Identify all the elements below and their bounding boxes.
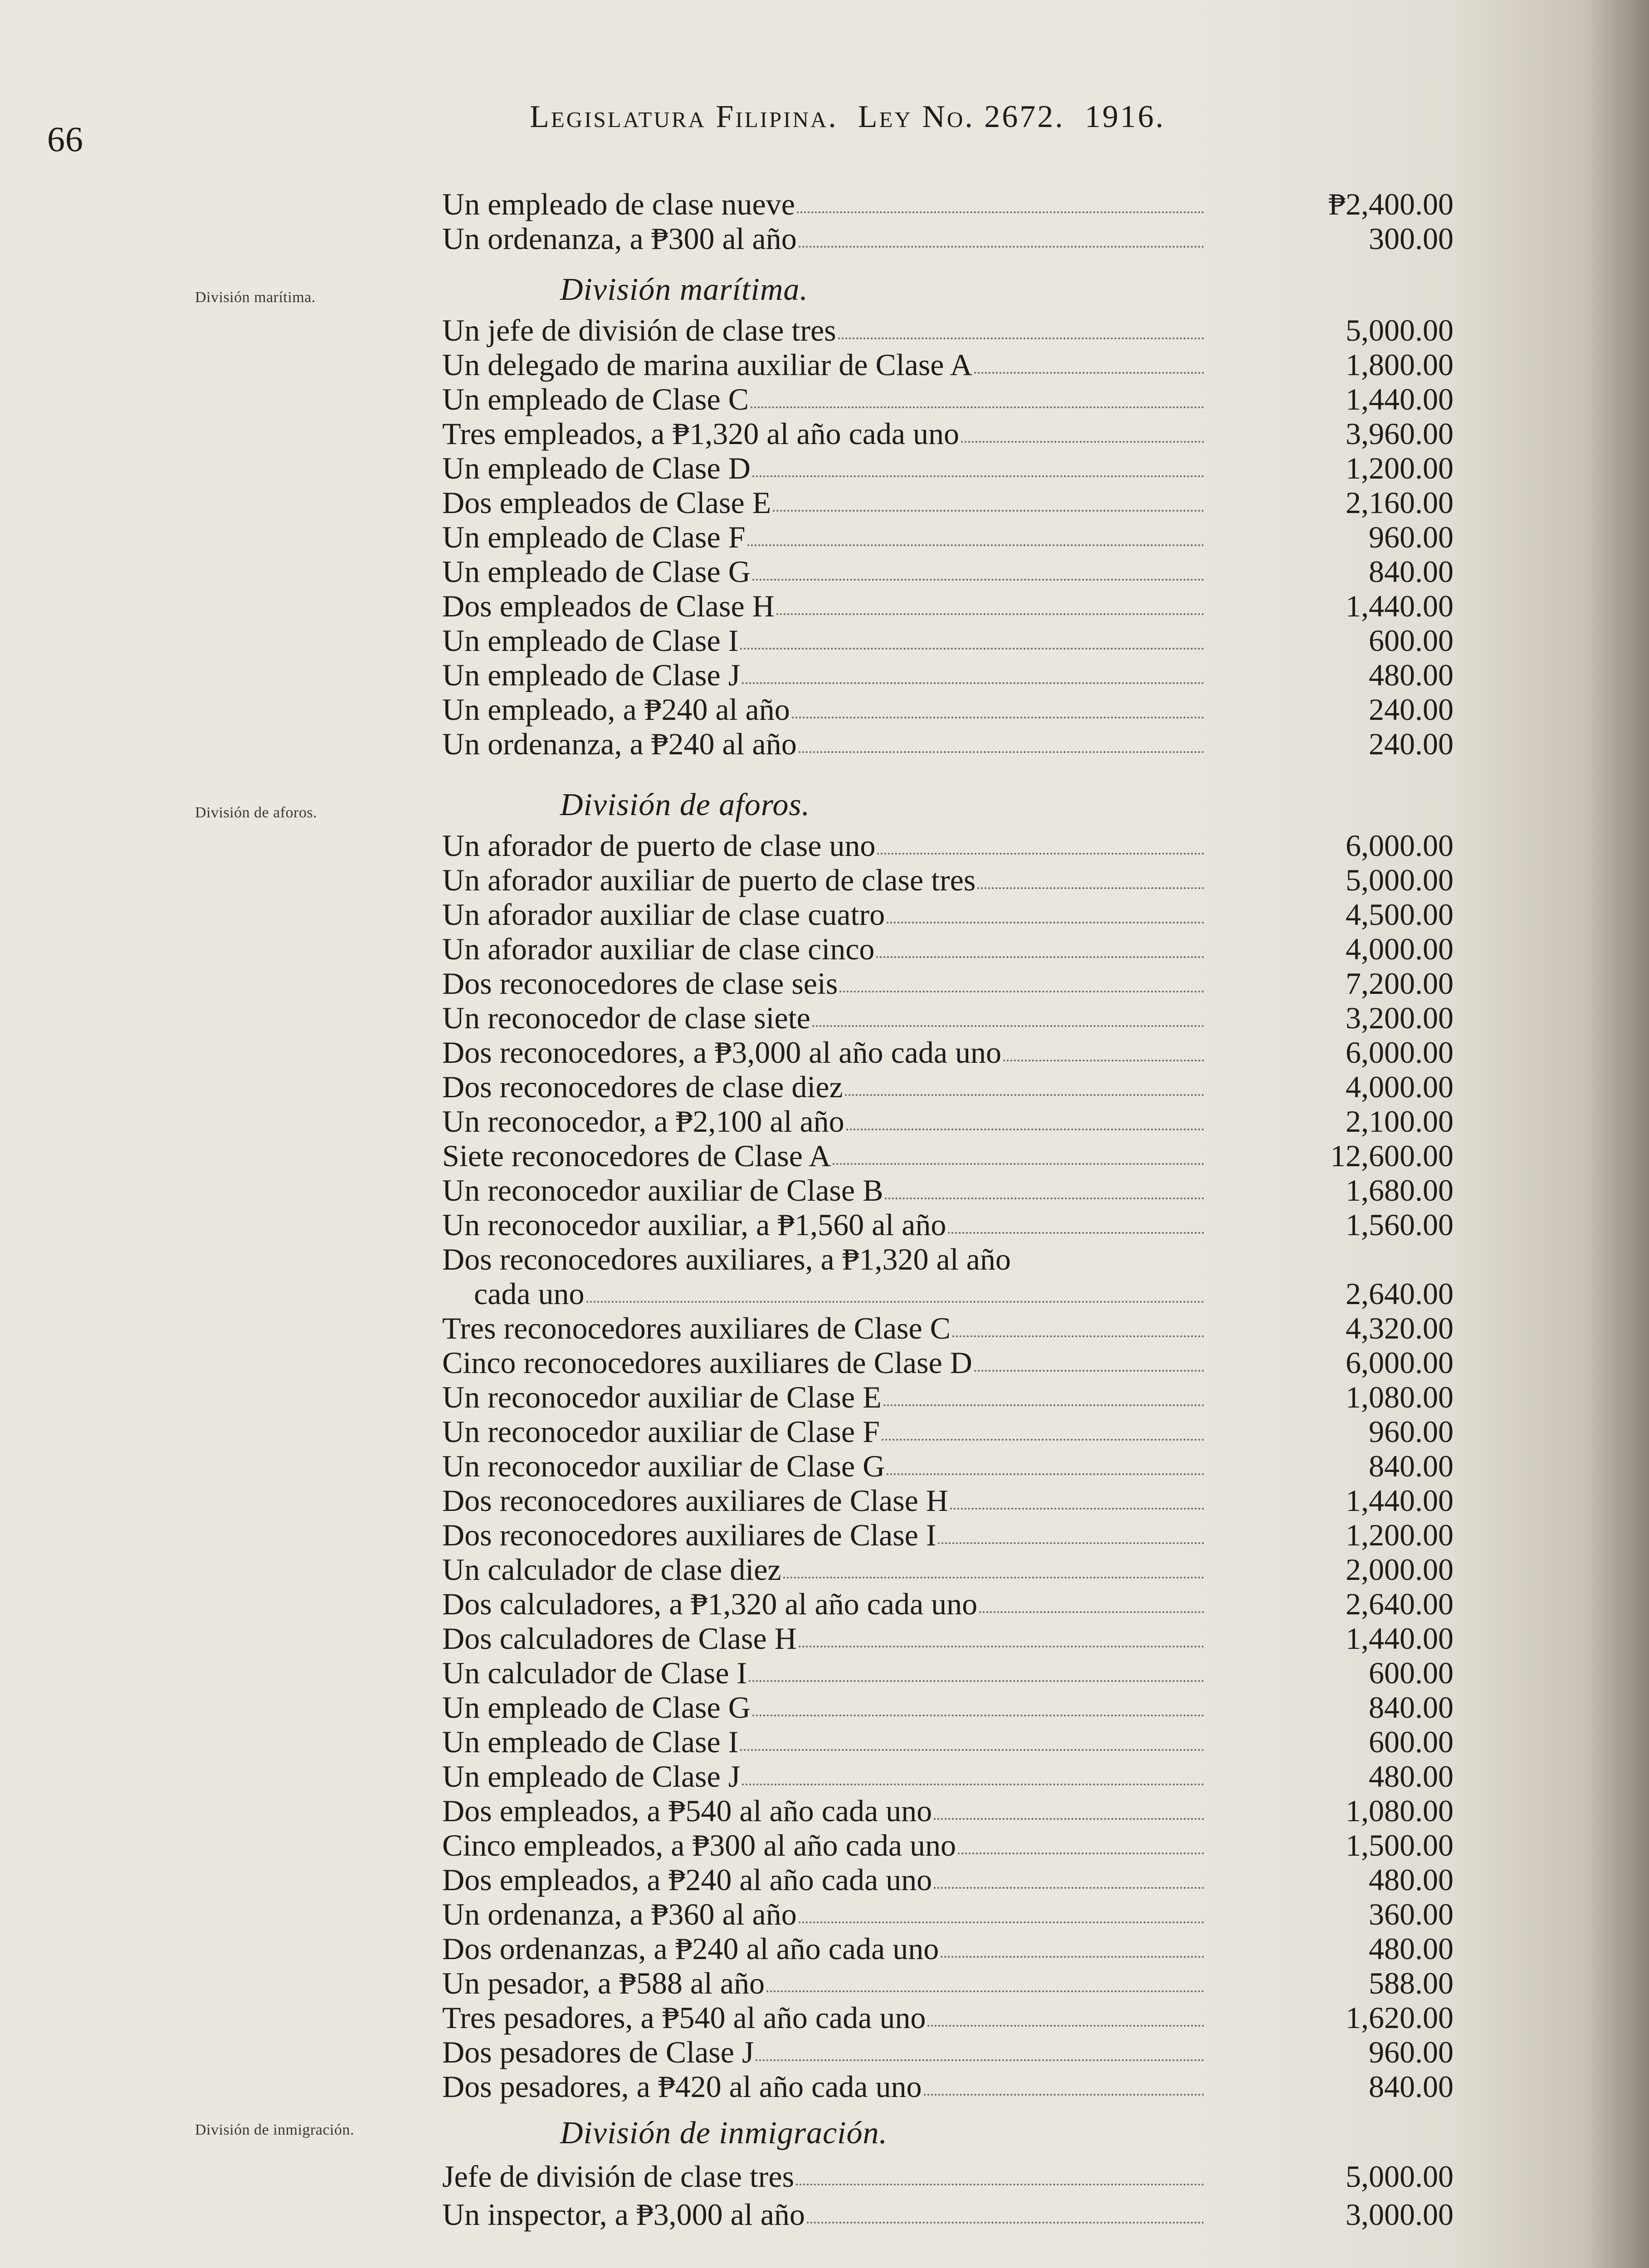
line-item <box>442 2197 1454 2232</box>
leader-dots <box>979 1611 1204 1613</box>
line-item-label <box>442 1449 1204 1483</box>
leader-dots <box>950 1508 1204 1510</box>
line-item-label <box>442 2035 1204 2069</box>
leader-dots <box>792 717 1204 719</box>
line-item <box>442 1966 1454 2000</box>
leader-dots <box>876 956 1204 958</box>
line-item-text: Un empleado de Clase D <box>442 451 751 485</box>
line-item <box>442 692 1454 727</box>
line-item-text: Dos reconocedores auxiliares de Clase I <box>442 1518 937 1552</box>
line-item-label <box>442 520 1204 554</box>
line-item-label <box>442 1828 1204 1862</box>
line-item-amount: ₱2,400.00 <box>1328 187 1454 221</box>
line-item-amount: 960.00 <box>1369 520 1454 554</box>
leader-dots <box>974 372 1204 374</box>
line-item-label <box>442 1173 1204 1207</box>
line-item-text: Un empleado de Clase J <box>442 1759 741 1794</box>
line-item <box>442 2069 1454 2104</box>
line-item-label <box>442 932 1204 966</box>
leader-dots <box>751 406 1204 408</box>
line-item-label <box>442 1001 1204 1035</box>
leader-dots <box>845 1094 1204 1096</box>
line-item-text: Dos pesadores de Clase J <box>442 2035 754 2069</box>
line-item <box>442 1173 1454 1207</box>
line-item-amount: 2,640.00 <box>1346 1587 1454 1621</box>
line-item-label <box>442 187 1204 221</box>
line-item-amount: 960.00 <box>1369 2035 1454 2069</box>
line-item-label <box>442 1207 1204 1242</box>
line-item <box>442 1552 1454 1587</box>
line-item-label <box>442 1759 1204 1794</box>
leader-dots <box>752 1715 1204 1716</box>
line-item <box>442 966 1454 1001</box>
leader-dots <box>766 1990 1204 1992</box>
line-item-label <box>442 1104 1204 1139</box>
leader-dots <box>974 1370 1204 1372</box>
line-item <box>442 1414 1454 1449</box>
line-item-amount: 1,440.00 <box>1346 1483 1454 1518</box>
line-item-amount: 5,000.00 <box>1346 313 1454 347</box>
line-item <box>442 1587 1454 1621</box>
line-item <box>442 1725 1454 1759</box>
leader-dots <box>756 2059 1204 2061</box>
line-item <box>442 1656 1454 1690</box>
line-item <box>442 1242 1454 1276</box>
line-item <box>442 1207 1454 1242</box>
line-item <box>442 1621 1454 1656</box>
line-item-label <box>442 1311 1204 1345</box>
line-item-amount: 480.00 <box>1369 1759 1454 1794</box>
line-item-label <box>442 554 1204 589</box>
line-item-text: Un empleado de clase nueve <box>442 187 795 221</box>
line-item-label <box>442 313 1204 347</box>
line-item <box>442 1862 1454 1897</box>
line-item <box>442 1897 1454 1931</box>
line-item-amount: 4,320.00 <box>1346 1311 1454 1345</box>
running-head <box>530 99 1185 135</box>
leader-dots <box>887 1473 1204 1475</box>
line-item <box>442 897 1454 932</box>
section-title: División marítima. <box>560 272 808 307</box>
line-item-amount: 1,080.00 <box>1346 1380 1454 1414</box>
leader-dots <box>961 441 1204 443</box>
line-item <box>442 2000 1454 2035</box>
leader-dots <box>799 1646 1204 1647</box>
line-item-amount: 480.00 <box>1369 1931 1454 1966</box>
line-item <box>442 313 1454 347</box>
line-item-label <box>442 1862 1204 1897</box>
line-item <box>442 1380 1454 1414</box>
line-item-amount: 1,200.00 <box>1346 1518 1454 1552</box>
line-item-amount: 600.00 <box>1369 1656 1454 1690</box>
line-item <box>442 485 1454 520</box>
line-item-label <box>442 1345 1204 1380</box>
line-item-amount: 240.00 <box>1369 692 1454 727</box>
line-item-text: Un reconocedor auxiliar de Clase F <box>442 1414 880 1449</box>
line-item <box>442 416 1454 451</box>
line-item-amount: 360.00 <box>1369 1897 1454 1931</box>
line-item-amount: 1,440.00 <box>1346 1621 1454 1656</box>
line-item-text: Dos empleados, a ₱540 al año cada uno <box>442 1794 932 1828</box>
line-item-text: Dos calculadores de Clase H <box>442 1621 797 1656</box>
sidenote-aforos: División de aforos. <box>195 804 317 821</box>
line-item-label <box>442 1242 1204 1276</box>
leader-dots <box>958 1853 1204 1854</box>
line-item-text: Un jefe de división de clase tres <box>442 313 836 347</box>
leader-dots <box>807 2222 1204 2224</box>
line-item-text: Un delegado de marina auxiliar de Clase A <box>442 347 972 382</box>
line-item-text: Un reconocedor, a ₱2,100 al año <box>442 1104 844 1139</box>
line-item-label <box>442 1725 1204 1759</box>
leader-dots <box>1003 1060 1204 1061</box>
line-item-text: cada uno <box>474 1276 585 1311</box>
line-item-label <box>442 1897 1204 1931</box>
line-item <box>442 1931 1454 1966</box>
line-item-text: Tres pesadores, a ₱540 al año cada uno <box>442 2000 926 2035</box>
line-item-text: Dos empleados de Clase H <box>442 589 775 623</box>
line-item-label <box>442 416 1204 451</box>
leader-dots <box>776 613 1204 615</box>
line-item-amount: 588.00 <box>1369 1966 1454 2000</box>
leader-dots <box>846 1129 1204 1130</box>
leader-dots <box>783 1577 1204 1579</box>
line-item-text: Siete reconocedores de Clase A <box>442 1139 831 1173</box>
leader-dots <box>773 510 1204 512</box>
line-item-label <box>442 2069 1204 2104</box>
line-item-label <box>442 1621 1204 1656</box>
line-item <box>442 2159 1454 2194</box>
line-item <box>442 1690 1454 1725</box>
line-item-text: Un aforador auxiliar de clase cuatro <box>442 897 885 932</box>
line-item <box>442 1518 1454 1552</box>
leader-dots <box>747 544 1204 546</box>
line-item-text: Jefe de división de clase tres <box>442 2159 795 2194</box>
line-item-label <box>442 727 1204 761</box>
line-item <box>442 382 1454 416</box>
line-item <box>442 589 1454 623</box>
line-item-label <box>474 1276 1204 1311</box>
line-item <box>442 520 1454 554</box>
line-item-amount: 5,000.00 <box>1346 2159 1454 2194</box>
line-item-label <box>442 623 1204 658</box>
line-item-text: Un empleado de Clase I <box>442 1725 739 1759</box>
line-item-amount: 240.00 <box>1369 727 1454 761</box>
line-item-amount: 6,000.00 <box>1346 1345 1454 1380</box>
line-item-text: Dos reconocedores auxiliares de Clase H <box>442 1483 948 1518</box>
line-item-amount: 1,680.00 <box>1346 1173 1454 1207</box>
line-item-amount: 2,160.00 <box>1346 485 1454 520</box>
line-item-amount: 840.00 <box>1369 1690 1454 1725</box>
running-head-law: Ley No. 2672. <box>858 99 1065 134</box>
line-item-label <box>442 1794 1204 1828</box>
line-item-text: Un calculador de clase diez <box>442 1552 781 1587</box>
leader-dots <box>877 853 1204 855</box>
line-item-text: Dos pesadores, a ₱420 al año cada uno <box>442 2069 922 2104</box>
line-item-amount: 6,000.00 <box>1346 828 1454 863</box>
line-item-amount: 3,200.00 <box>1346 1001 1454 1035</box>
line-item-label <box>442 1931 1204 1966</box>
page-number: 66 <box>47 119 83 159</box>
line-item-label <box>442 658 1204 692</box>
line-item-text: Un calculador de Clase I <box>442 1656 747 1690</box>
leader-dots <box>740 648 1204 650</box>
line-item-text: Cinco empleados, a ₱300 al año cada uno <box>442 1828 956 1862</box>
line-item-amount: 4,000.00 <box>1346 1070 1454 1104</box>
leader-dots <box>749 1680 1204 1682</box>
leader-dots <box>924 2094 1205 2096</box>
line-item-amount: 1,500.00 <box>1346 1828 1454 1862</box>
line-item-text: Un empleado de Clase J <box>442 658 741 692</box>
line-item-label <box>442 2000 1204 2035</box>
line-item-label <box>442 1690 1204 1725</box>
leader-dots <box>752 475 1204 477</box>
line-item-amount: 480.00 <box>1369 1862 1454 1897</box>
line-item-amount: 1,440.00 <box>1346 382 1454 416</box>
leader-dots <box>927 2025 1204 2027</box>
line-item <box>442 1345 1454 1380</box>
line-item-label <box>442 2197 1204 2232</box>
line-item-text: Dos calculadores, a ₱1,320 al año cada uno <box>442 1587 978 1621</box>
line-item-label <box>442 863 1204 897</box>
leader-dots <box>887 922 1204 924</box>
line-item-label <box>442 451 1204 485</box>
line-item-text: Dos reconocedores auxiliares, a ₱1,320 al año <box>442 1242 1011 1276</box>
line-item-amount: 5,000.00 <box>1346 863 1454 897</box>
line-item-amount: 1,560.00 <box>1346 1207 1454 1242</box>
leader-dots <box>812 1025 1204 1027</box>
line-item-text: Un ordenanza, a ₱240 al año <box>442 727 797 761</box>
line-item <box>442 1449 1454 1483</box>
line-item-label <box>442 1414 1204 1449</box>
line-item-label <box>442 1966 1204 2000</box>
line-item-text: Un reconocedor de clase siete <box>442 1001 810 1035</box>
line-item-text: Un aforador auxiliar de puerto de clase tres <box>442 863 976 897</box>
line-item-label <box>442 1587 1204 1621</box>
line-item-text: Dos empleados, a ₱240 al año cada uno <box>442 1862 932 1897</box>
line-item-text: Dos reconocedores de clase diez <box>442 1070 843 1104</box>
leader-dots <box>977 887 1204 889</box>
line-item-amount: 600.00 <box>1369 623 1454 658</box>
line-item <box>442 727 1454 761</box>
leader-dots <box>742 1784 1204 1785</box>
line-item <box>442 1070 1454 1104</box>
line-item-text: Un inspector, a ₱3,000 al año <box>442 2197 805 2232</box>
line-item-amount: 1,620.00 <box>1346 2000 1454 2035</box>
line-item-amount: 840.00 <box>1369 554 1454 589</box>
leader-dots <box>839 991 1204 992</box>
line-item-label <box>442 1070 1204 1104</box>
leader-dots <box>799 751 1204 753</box>
line-item-text: Tres reconocedores auxiliares de Clase C <box>442 1311 951 1345</box>
leader-dots <box>799 246 1204 248</box>
leader-dots <box>941 1956 1204 1958</box>
leader-dots <box>885 1198 1204 1199</box>
section-title: División de inmigración. <box>560 2116 888 2151</box>
line-item-label <box>442 1518 1204 1552</box>
line-item <box>442 2035 1454 2069</box>
line-item-text: Un aforador de puerto de clase uno <box>442 828 876 863</box>
line-item-text: Un empleado de Clase C <box>442 382 749 416</box>
leader-dots <box>740 1749 1204 1751</box>
line-item <box>442 932 1454 966</box>
line-item <box>442 1483 1454 1518</box>
line-item-text: Tres empleados, a ₱1,320 al año cada uno <box>442 416 960 451</box>
leader-dots <box>586 1301 1204 1303</box>
leader-dots <box>797 211 1204 213</box>
line-item-label <box>442 1656 1204 1690</box>
leader-dots <box>938 1542 1204 1544</box>
line-item <box>442 1035 1454 1070</box>
line-item-label <box>442 382 1204 416</box>
line-item-label <box>442 589 1204 623</box>
leader-dots <box>882 1439 1204 1441</box>
line-item-text: Dos reconocedores de clase seis <box>442 966 838 1001</box>
leader-dots <box>838 337 1204 339</box>
line-item-label <box>442 1139 1204 1173</box>
line-item <box>442 347 1454 382</box>
leader-dots <box>883 1404 1204 1406</box>
leader-dots <box>752 579 1204 581</box>
line-item-text: Un reconocedor auxiliar de Clase G <box>442 1449 885 1483</box>
line-item-amount: 4,500.00 <box>1346 897 1454 932</box>
line-item-text: Un reconocedor auxiliar de Clase E <box>442 1380 882 1414</box>
line-item-amount: 840.00 <box>1369 2069 1454 2104</box>
line-item-amount: 840.00 <box>1369 1449 1454 1483</box>
line-item <box>442 554 1454 589</box>
line-item-amount: 960.00 <box>1369 1414 1454 1449</box>
line-item <box>442 1759 1454 1794</box>
line-item-text: Un pesador, a ₱588 al año <box>442 1966 765 2000</box>
line-item-amount: 2,100.00 <box>1346 1104 1454 1139</box>
line-item-label <box>442 1380 1204 1414</box>
line-item <box>442 828 1454 863</box>
line-item-label <box>442 828 1204 863</box>
line-item-amount: 4,000.00 <box>1346 932 1454 966</box>
line-item <box>442 623 1454 658</box>
line-item-label <box>442 347 1204 382</box>
line-item-text: Un reconocedor auxiliar, a ₱1,560 al año <box>442 1207 946 1242</box>
line-item-amount: 1,200.00 <box>1346 451 1454 485</box>
leader-dots <box>952 1335 1204 1337</box>
line-item-amount: 1,800.00 <box>1346 347 1454 382</box>
line-item-text: Un empleado, a ₱240 al año <box>442 692 790 727</box>
line-item-amount: 12,600.00 <box>1330 1139 1454 1173</box>
sidenote-maritima: División marítima. <box>195 289 316 306</box>
leader-dots <box>742 682 1204 684</box>
line-item-text: Un empleado de Clase G <box>442 554 751 589</box>
line-item-text: Un ordenanza, a ₱300 al año <box>442 221 797 256</box>
leader-dots <box>934 1818 1204 1820</box>
line-item-amount: 2,640.00 <box>1346 1276 1454 1311</box>
line-item-label <box>442 966 1204 1001</box>
line-item-label <box>442 897 1204 932</box>
line-item-text: Dos ordenanzas, a ₱240 al año cada uno <box>442 1931 939 1966</box>
leader-dots <box>833 1163 1204 1165</box>
sidenote-inmigracion: División de inmigración. <box>195 2121 355 2138</box>
line-item-label <box>442 1035 1204 1070</box>
running-head-legislature: Legislatura Filipina. <box>530 99 838 134</box>
leader-dots <box>796 2184 1204 2185</box>
line-item-label <box>442 1483 1204 1518</box>
line-item-amount: 1,440.00 <box>1346 589 1454 623</box>
line-item-label <box>442 692 1204 727</box>
line-item <box>442 1139 1454 1173</box>
line-item-text: Dos empleados de Clase E <box>442 485 771 520</box>
line-item-amount: 480.00 <box>1369 658 1454 692</box>
line-item-amount: 2,000.00 <box>1346 1552 1454 1587</box>
line-item <box>442 1104 1454 1139</box>
line-item-amount: 3,960.00 <box>1346 416 1454 451</box>
line-item <box>442 451 1454 485</box>
line-item-amount: 6,000.00 <box>1346 1035 1454 1070</box>
line-item-label <box>442 2159 1204 2194</box>
line-item-text: Un ordenanza, a ₱360 al año <box>442 1897 797 1931</box>
line-item-amount: 7,200.00 <box>1346 966 1454 1001</box>
leader-dots <box>948 1232 1204 1234</box>
line-item-text: Un reconocedor auxiliar de Clase B <box>442 1173 883 1207</box>
line-item-label <box>442 221 1204 256</box>
section-title: División de aforos. <box>560 787 810 822</box>
line-item <box>442 187 1454 221</box>
line-item-text: Un empleado de Clase G <box>442 1690 751 1725</box>
line-item-label <box>442 1552 1204 1587</box>
line-item-amount: 300.00 <box>1369 221 1454 256</box>
leader-dots <box>934 1887 1204 1889</box>
line-item-text: Un empleado de Clase I <box>442 623 739 658</box>
line-item-amount: 600.00 <box>1369 1725 1454 1759</box>
line-item <box>442 221 1454 256</box>
line-item-text: Dos reconocedores, a ₱3,000 al año cada uno <box>442 1035 1002 1070</box>
line-item-text: Un empleado de Clase F <box>442 520 746 554</box>
line-item-label <box>442 485 1204 520</box>
line-item <box>442 863 1454 897</box>
line-item-text: Cinco reconocedores auxiliares de Clase D <box>442 1345 972 1380</box>
line-item <box>442 1276 1454 1311</box>
line-item-amount: 3,000.00 <box>1346 2197 1454 2232</box>
line-item <box>442 1828 1454 1862</box>
line-item <box>442 1311 1454 1345</box>
line-item <box>442 658 1454 692</box>
leader-dots <box>799 1921 1204 1923</box>
line-item <box>442 1794 1454 1828</box>
line-item <box>442 1001 1454 1035</box>
line-item-amount: 1,080.00 <box>1346 1794 1454 1828</box>
line-item-text: Un aforador auxiliar de clase cinco <box>442 932 875 966</box>
running-head-year: 1916. <box>1084 99 1166 134</box>
